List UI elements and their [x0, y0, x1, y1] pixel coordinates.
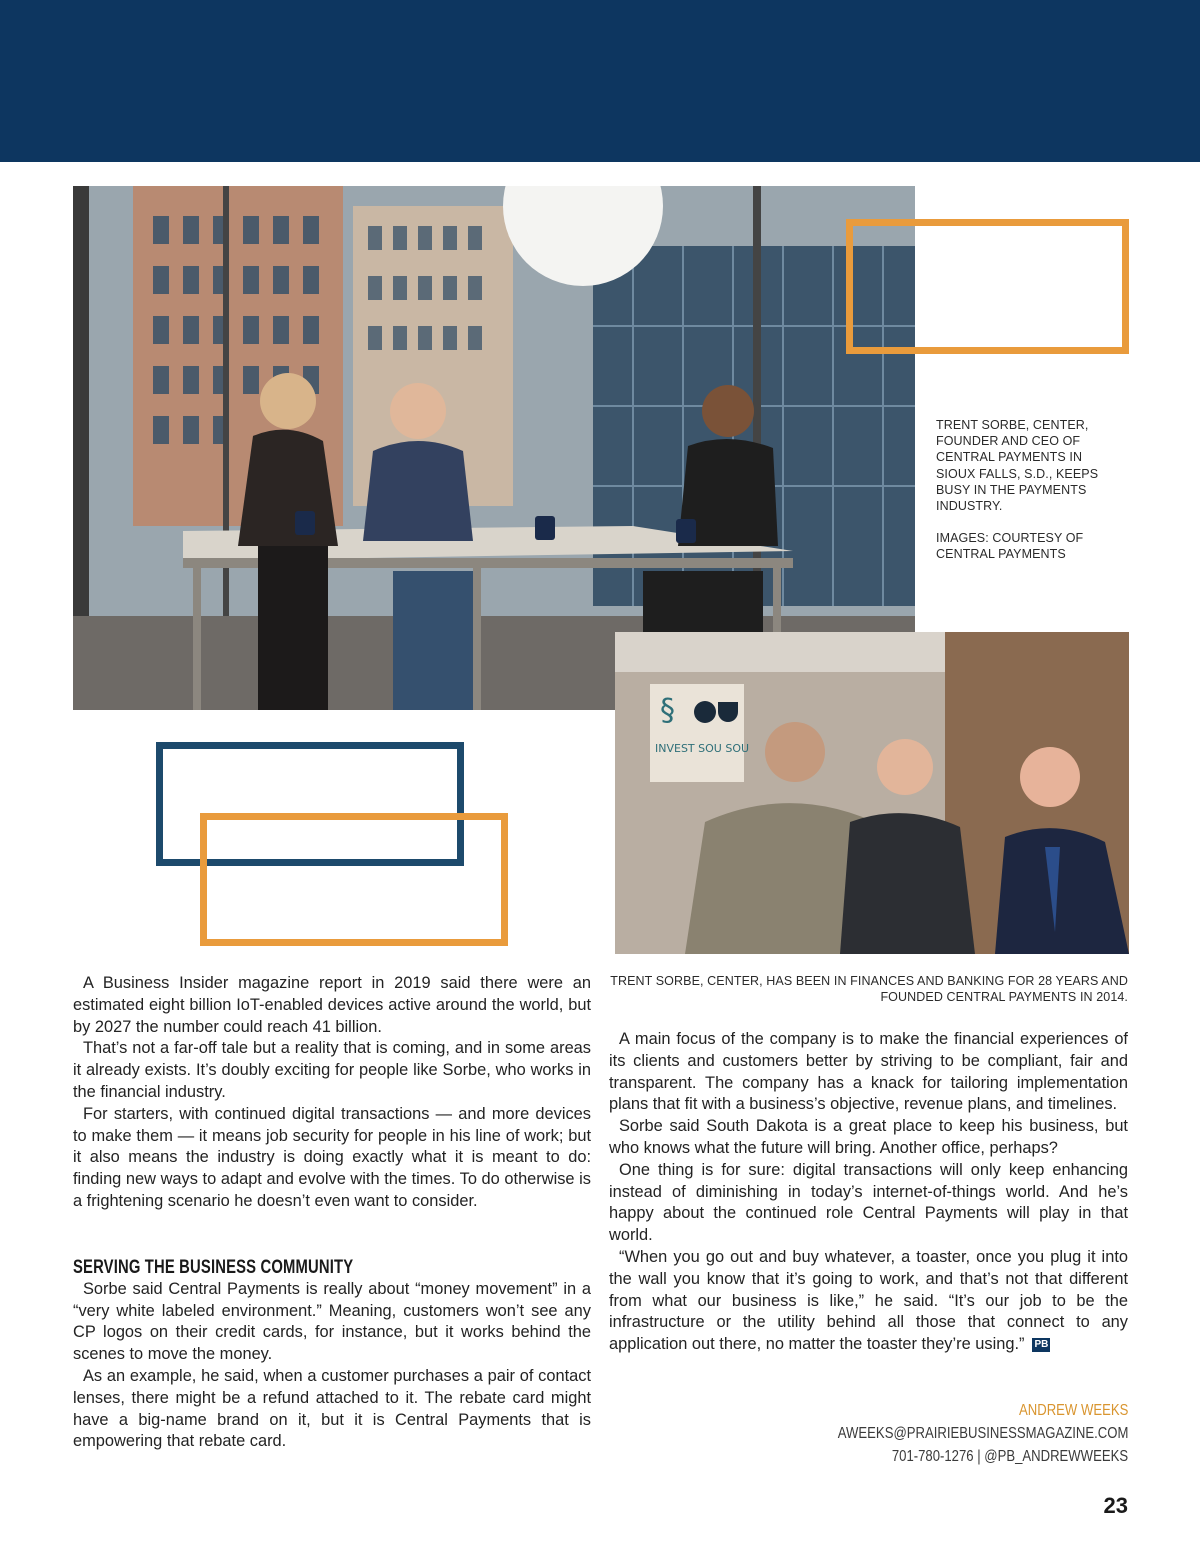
byline-contact: 701-780-1276 | @PB_ANDREWWEEKS	[891, 1448, 1128, 1465]
paragraph: Sorbe said Central Payments is really about “money movement” in a “very white labeled environment.” Meaning, customers won’t see any CP logos on their credit cards, for instance, but it works behind the scenes to move the money.	[73, 1279, 591, 1364]
paragraph: For starters, with continued digital transactions — and more devices to make them — it means job security for people in his line of work; but it also means the industry is doing exactly what it is meant to do: finding new ways to adapt and evolve with the times. To do otherwise is a frightening scenario he doesn’t even want to consider.	[73, 1104, 591, 1210]
caption-main: TRENT SORBE, CENTER, FOUNDER AND CEO OF CENTRAL PAYMENTS IN SIOUX FALLS, S.D., KEEPS BUSY IN THE PAYMENTS INDUSTRY.	[936, 418, 1099, 514]
paragraph-text: “When you go out and buy whatever, a toaster, once you plug it into the wall you know that it’s going to work, and that’s not that different from what our business is like,” he said. “It’s our job to be the infrastructure or the utility behind all those that connect to any application out there, no matter the toaster they’re using.”	[609, 1247, 1128, 1354]
page-number: 23	[1103, 1493, 1128, 1518]
paragraph: That’s not a far-off tale but a reality that is coming, and in some areas it already exists. It’s doubly exciting for people like Sorbe, who works in the financial industry.	[73, 1039, 591, 1101]
paragraph: A main focus of the company is to make the financial experiences of its clients and customers better by striving to be compliant, fair and transparent. The company has a knack for tailoring implementation plans that fit with a business’s objective, revenue plans, and timelines.	[609, 1030, 1128, 1114]
header-band	[0, 0, 1200, 162]
photo-networking-event	[615, 632, 1129, 954]
pb-end-mark-icon: PB	[1034, 1339, 1049, 1351]
photo-caption-top	[936, 417, 1106, 579]
sign-text: INVEST SOU SOU	[655, 742, 750, 755]
section-heading: SERVING THE BUSINESS COMMUNITY	[73, 1256, 354, 1278]
photo-caption-bottom: TRENT SORBE, CENTER, HAS BEEN IN FINANCES AND BANKING FOR 28 YEARS AND FOUNDED CENTRAL PAYMENTS IN 2014.	[610, 974, 1128, 1005]
paragraph: Sorbe said South Dakota is a great place to keep his business, but who knows what the future will bring. Another office, perhaps?	[609, 1117, 1128, 1157]
paragraph: As an example, he said, when a customer purchases a pair of contact lenses, there might be a refund attached to it. The rebate card might have a big-name brand on it, but it is Central Payments that is empowering that rebate card.	[73, 1366, 591, 1451]
paragraph: One thing is for sure: digital transactions will only keep enhancing instead of diminishing in today’s internet-of-things world. And he’s happy about the continued role Central Payments will play in that world.	[609, 1160, 1128, 1245]
paragraph	[609, 1247, 1128, 1356]
article-column-right	[609, 1029, 1128, 1356]
caption-credit: IMAGES: COURTESY OF CENTRAL PAYMENTS	[936, 531, 1084, 562]
paragraph: A Business Insider magazine report in 2019 said there were an estimated eight billion IoT-enabled devices active around the world, but by 2027 the number could reach 41 billion.	[73, 974, 591, 1036]
byline-email: AWEEKS@PRAIRIEBUSINESSMAGAZINE.COM	[837, 1425, 1128, 1442]
svg-text:§: §	[660, 693, 675, 728]
article-column-left	[73, 973, 591, 1453]
decorative-frame-orange	[200, 813, 508, 946]
decorative-frame-orange	[846, 219, 1129, 354]
byline-author: ANDREW WEEKS	[1018, 1402, 1128, 1419]
